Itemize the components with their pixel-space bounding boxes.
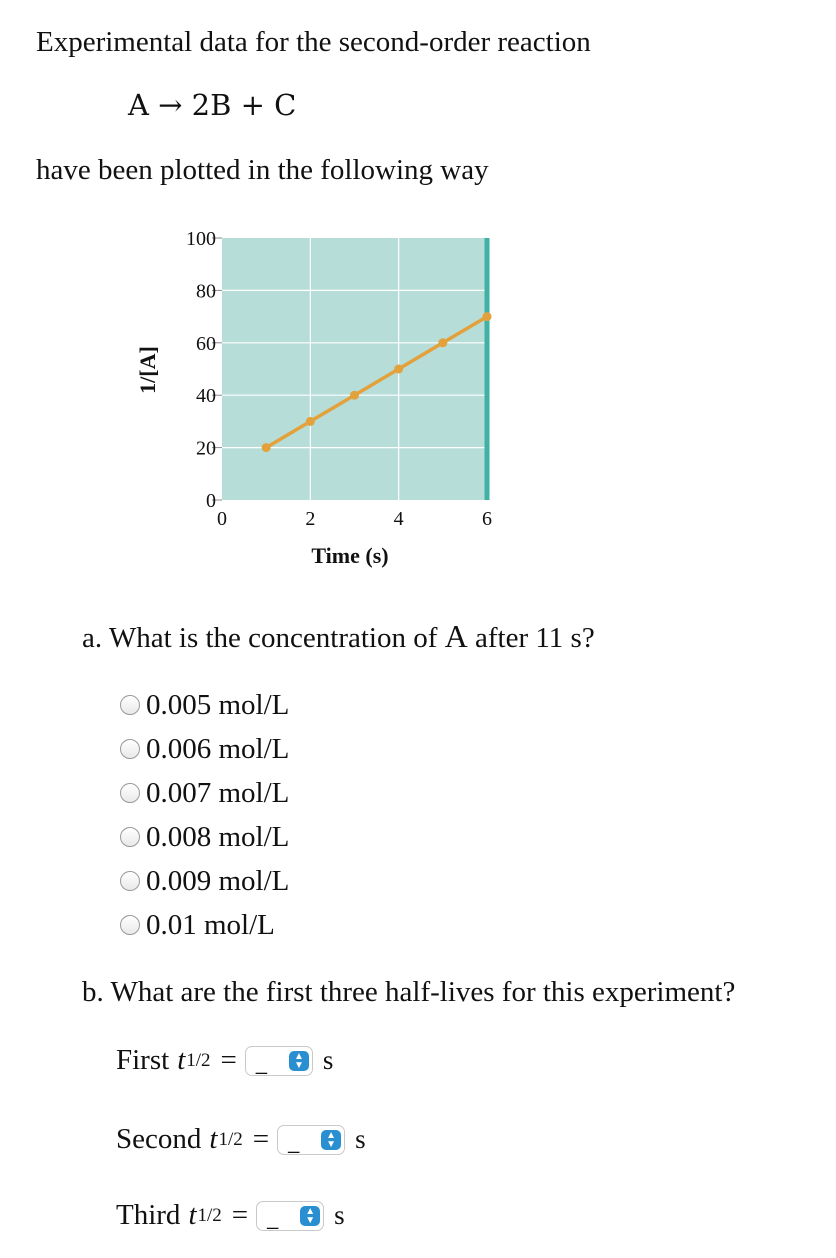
question-a-suffix: after 11 s? xyxy=(467,622,595,654)
data-point xyxy=(306,417,315,426)
half-life-row-second xyxy=(116,1123,366,1156)
x-tick-label: 6 xyxy=(482,508,492,530)
question-a-prefix: a. What is the concentration of xyxy=(82,622,445,654)
y-tick-label: 0 xyxy=(206,490,216,512)
y-tick-label: 80 xyxy=(196,280,216,303)
radio-button[interactable] xyxy=(120,783,140,803)
plot-area xyxy=(222,238,486,500)
option-item[interactable] xyxy=(120,903,289,947)
data-point xyxy=(438,338,447,347)
radio-button[interactable] xyxy=(120,695,140,715)
equals-sign: = xyxy=(220,1044,237,1076)
x-tick-label: 2 xyxy=(305,508,316,530)
answer-options xyxy=(120,683,289,947)
radio-button[interactable] xyxy=(120,871,140,891)
half-life-label: Second xyxy=(116,1123,202,1155)
select-value: _ xyxy=(288,1131,300,1154)
unit-label: s xyxy=(334,1200,345,1230)
x-tick-labels xyxy=(217,508,492,530)
option-item[interactable] xyxy=(120,771,289,815)
y-axis-label: 1/[A] xyxy=(135,346,160,394)
option-label: 0.007 mol/L xyxy=(146,776,290,809)
radio-button[interactable] xyxy=(120,915,140,935)
option-label: 0.009 mol/L xyxy=(146,864,290,897)
x-tick-label: 0 xyxy=(217,508,227,530)
question-a-species: A xyxy=(444,618,468,654)
question-a xyxy=(82,618,595,655)
half-life-row-first xyxy=(116,1044,333,1077)
data-point xyxy=(262,443,271,452)
select-value: _ xyxy=(255,1052,268,1075)
t-subscript: 1/2 xyxy=(186,1049,211,1071)
t-symbol: t xyxy=(188,1199,197,1231)
option-label: 0.01 mol/L xyxy=(146,908,275,941)
t-symbol: t xyxy=(177,1044,186,1076)
radio-button[interactable] xyxy=(120,827,140,847)
t-subscript: 1/2 xyxy=(197,1204,222,1226)
data-point xyxy=(350,391,359,400)
data-point xyxy=(394,365,403,374)
unit-label: s xyxy=(322,1045,334,1075)
t-subscript: 1/2 xyxy=(218,1128,243,1150)
half-life-row-third xyxy=(116,1199,345,1232)
y-tick-labels xyxy=(186,228,216,512)
equals-sign: = xyxy=(231,1199,249,1231)
unit-label: s xyxy=(355,1124,366,1154)
x-tick-label: 4 xyxy=(393,508,404,530)
select-value: _ xyxy=(267,1207,279,1230)
intro-text: Experimental data for the second-order reaction xyxy=(36,26,591,58)
option-item[interactable] xyxy=(120,727,289,771)
data-point xyxy=(483,312,492,321)
chart xyxy=(120,225,510,585)
intro-text-2: have been plotted in the following way xyxy=(36,154,489,186)
option-item[interactable] xyxy=(120,815,289,859)
equals-sign: = xyxy=(252,1123,270,1155)
option-item[interactable] xyxy=(120,683,289,727)
option-item[interactable] xyxy=(120,859,289,903)
reaction-equation: A → 2B + C xyxy=(128,88,297,122)
select-arrows-icon: ▲ ▼ xyxy=(300,1206,320,1226)
third-half-life-select[interactable] xyxy=(256,1201,324,1231)
y-tick-label: 60 xyxy=(196,332,216,355)
x-axis-label: Time (s) xyxy=(311,543,389,568)
question-b: b. What are the first three half-lives for this experiment? xyxy=(82,976,736,1008)
t-symbol: t xyxy=(209,1123,218,1155)
half-life-label: First xyxy=(116,1044,170,1076)
second-half-life-select[interactable] xyxy=(277,1125,345,1155)
option-label: 0.006 mol/L xyxy=(146,732,290,765)
option-label: 0.005 mol/L xyxy=(146,688,290,721)
radio-button[interactable] xyxy=(120,739,140,759)
y-tick-label: 20 xyxy=(196,437,216,460)
y-tick-label: 40 xyxy=(196,385,216,408)
first-half-life-select[interactable] xyxy=(245,1046,313,1076)
y-tick-label: 100 xyxy=(186,228,216,250)
select-arrows-icon: ▲ ▼ xyxy=(321,1130,341,1150)
select-arrows-icon: ▲ ▼ xyxy=(289,1051,309,1071)
half-life-label: Third xyxy=(116,1199,181,1231)
option-label: 0.008 mol/L xyxy=(146,820,290,853)
